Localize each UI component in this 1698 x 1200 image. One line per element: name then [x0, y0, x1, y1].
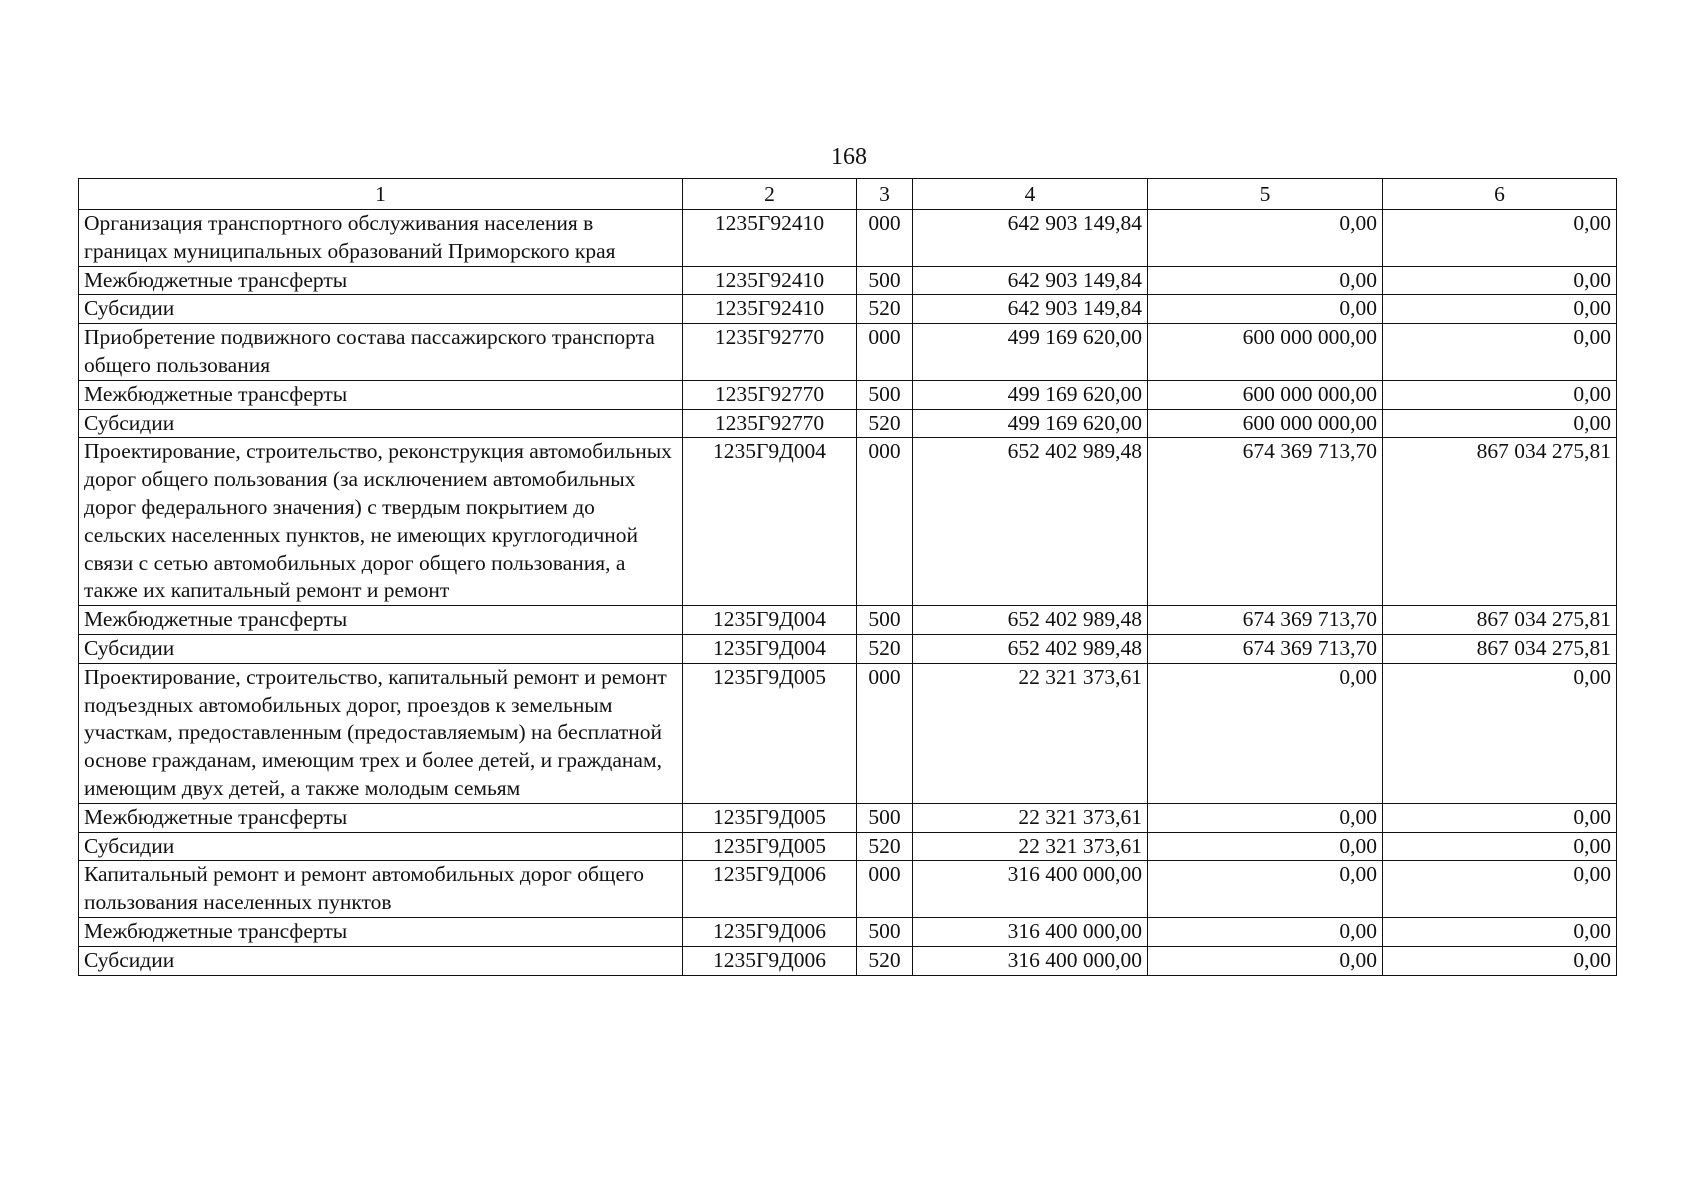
table-row: [79, 324, 1617, 381]
amount-col6-cell: 0,00: [1383, 832, 1617, 861]
item-name-cell: Субсидии: [79, 295, 683, 324]
table-row: [79, 266, 1617, 295]
expense-type-cell: 520: [857, 634, 913, 663]
item-name-cell: Межбюджетные трансферты: [79, 266, 683, 295]
amount-col4-cell: 652 402 989,48: [913, 438, 1148, 606]
amount-col5-cell: 674 369 713,70: [1148, 438, 1383, 606]
target-code-cell: 1235Г92770: [683, 409, 857, 438]
table-row: [79, 438, 1617, 606]
amount-col6-cell: 0,00: [1383, 324, 1617, 381]
item-name-cell: Субсидии: [79, 946, 683, 975]
column-header: 1: [79, 179, 683, 210]
amount-col5-cell: 0,00: [1148, 917, 1383, 946]
target-code-cell: 1235Г92770: [683, 324, 857, 381]
amount-col4-cell: 642 903 149,84: [913, 210, 1148, 267]
amount-col4-cell: 22 321 373,61: [913, 663, 1148, 803]
amount-col6-cell: 0,00: [1383, 803, 1617, 832]
amount-col5-cell: 0,00: [1148, 946, 1383, 975]
amount-col6-cell: 867 034 275,81: [1383, 634, 1617, 663]
item-name-cell: Организация транспортного обслуживания населения в границах муниципальных образований Приморского края: [79, 210, 683, 267]
table-row: [79, 946, 1617, 975]
expense-type-cell: 000: [857, 210, 913, 267]
amount-col5-cell: 600 000 000,00: [1148, 324, 1383, 381]
amount-col4-cell: 652 402 989,48: [913, 634, 1148, 663]
item-name-cell: Капитальный ремонт и ремонт автомобильных дорог общего пользования населенных пунктов: [79, 861, 683, 918]
table-row: [79, 634, 1617, 663]
item-name-cell: Проектирование, строительство, капитальный ремонт и ремонт подъездных автомобильных дорог, проездов к земельным участкам, предоставленным (предоставляемым) на бесплатной основе гражданам, имеющим трех и более детей, и гражданам, имеющим двух детей, а также молодым семьям: [79, 663, 683, 803]
amount-col5-cell: 674 369 713,70: [1148, 634, 1383, 663]
expense-type-cell: 000: [857, 324, 913, 381]
amount-col6-cell: 0,00: [1383, 946, 1617, 975]
target-code-cell: 1235Г9Д004: [683, 606, 857, 635]
column-header: 2: [683, 179, 857, 210]
amount-col4-cell: 316 400 000,00: [913, 917, 1148, 946]
amount-col6-cell: 0,00: [1383, 266, 1617, 295]
header-row: [79, 179, 1617, 210]
target-code-cell: 1235Г9Д006: [683, 946, 857, 975]
amount-col4-cell: 22 321 373,61: [913, 832, 1148, 861]
amount-col6-cell: 0,00: [1383, 380, 1617, 409]
expense-type-cell: 500: [857, 606, 913, 635]
column-header: 4: [913, 179, 1148, 210]
page-number: 168: [831, 144, 867, 170]
expense-type-cell: 000: [857, 861, 913, 918]
column-header: 5: [1148, 179, 1383, 210]
item-name-cell: Межбюджетные трансферты: [79, 606, 683, 635]
amount-col4-cell: 642 903 149,84: [913, 266, 1148, 295]
amount-col5-cell: 0,00: [1148, 266, 1383, 295]
target-code-cell: 1235Г9Д006: [683, 917, 857, 946]
expense-type-cell: 500: [857, 266, 913, 295]
expense-type-cell: 500: [857, 380, 913, 409]
table-row: [79, 606, 1617, 635]
amount-col5-cell: 600 000 000,00: [1148, 409, 1383, 438]
target-code-cell: 1235Г9Д005: [683, 803, 857, 832]
amount-col5-cell: 0,00: [1148, 295, 1383, 324]
target-code-cell: 1235Г92410: [683, 295, 857, 324]
amount-col6-cell: 0,00: [1383, 409, 1617, 438]
amount-col4-cell: 499 169 620,00: [913, 380, 1148, 409]
amount-col6-cell: 0,00: [1383, 295, 1617, 324]
item-name-cell: Субсидии: [79, 832, 683, 861]
amount-col4-cell: 652 402 989,48: [913, 606, 1148, 635]
expense-type-cell: 520: [857, 295, 913, 324]
amount-col5-cell: 0,00: [1148, 803, 1383, 832]
amount-col4-cell: 642 903 149,84: [913, 295, 1148, 324]
amount-col6-cell: 0,00: [1383, 917, 1617, 946]
item-name-cell: Межбюджетные трансферты: [79, 380, 683, 409]
expense-type-cell: 520: [857, 832, 913, 861]
amount-col6-cell: 867 034 275,81: [1383, 438, 1617, 606]
amount-col5-cell: 0,00: [1148, 832, 1383, 861]
item-name-cell: Проектирование, строительство, реконструкция автомобильных дорог общего пользования (за исключением автомобильных дорог федерального значения) с твердым покрытием до сельских населенных пунктов, не имеющих круглогодичной связи с сетью автомобильных дорог общего пользования, а также их капитальный ремонт и ремонт: [79, 438, 683, 606]
expense-type-cell: 000: [857, 663, 913, 803]
table-row: [79, 803, 1617, 832]
expense-type-cell: 520: [857, 946, 913, 975]
item-name-cell: Приобретение подвижного состава пассажирского транспорта общего пользования: [79, 324, 683, 381]
target-code-cell: 1235Г92410: [683, 210, 857, 267]
amount-col5-cell: 674 369 713,70: [1148, 606, 1383, 635]
target-code-cell: 1235Г9Д005: [683, 832, 857, 861]
table-row: [79, 861, 1617, 918]
item-name-cell: Субсидии: [79, 634, 683, 663]
column-header: 6: [1383, 179, 1617, 210]
target-code-cell: 1235Г9Д004: [683, 438, 857, 606]
amount-col5-cell: 600 000 000,00: [1148, 380, 1383, 409]
amount-col5-cell: 0,00: [1148, 861, 1383, 918]
target-code-cell: 1235Г92770: [683, 380, 857, 409]
amount-col6-cell: 0,00: [1383, 861, 1617, 918]
amount-col4-cell: 499 169 620,00: [913, 324, 1148, 381]
table-row: [79, 295, 1617, 324]
budget-table: [78, 178, 1617, 976]
expense-type-cell: 520: [857, 409, 913, 438]
amount-col4-cell: 316 400 000,00: [913, 861, 1148, 918]
table-row: [79, 380, 1617, 409]
item-name-cell: Межбюджетные трансферты: [79, 803, 683, 832]
amount-col4-cell: 316 400 000,00: [913, 946, 1148, 975]
target-code-cell: 1235Г9Д005: [683, 663, 857, 803]
item-name-cell: Субсидии: [79, 409, 683, 438]
amount-col4-cell: 499 169 620,00: [913, 409, 1148, 438]
item-name-cell: Межбюджетные трансферты: [79, 917, 683, 946]
target-code-cell: 1235Г92410: [683, 266, 857, 295]
table-row: [79, 917, 1617, 946]
amount-col4-cell: 22 321 373,61: [913, 803, 1148, 832]
expense-type-cell: 500: [857, 917, 913, 946]
amount-col5-cell: 0,00: [1148, 663, 1383, 803]
amount-col6-cell: 867 034 275,81: [1383, 606, 1617, 635]
table-row: [79, 210, 1617, 267]
expense-type-cell: 000: [857, 438, 913, 606]
column-header: 3: [857, 179, 913, 210]
table-row: [79, 663, 1617, 803]
amount-col5-cell: 0,00: [1148, 210, 1383, 267]
amount-col6-cell: 0,00: [1383, 663, 1617, 803]
table-row: [79, 832, 1617, 861]
table-row: [79, 409, 1617, 438]
target-code-cell: 1235Г9Д004: [683, 634, 857, 663]
target-code-cell: 1235Г9Д006: [683, 861, 857, 918]
expense-type-cell: 500: [857, 803, 913, 832]
amount-col6-cell: 0,00: [1383, 210, 1617, 267]
